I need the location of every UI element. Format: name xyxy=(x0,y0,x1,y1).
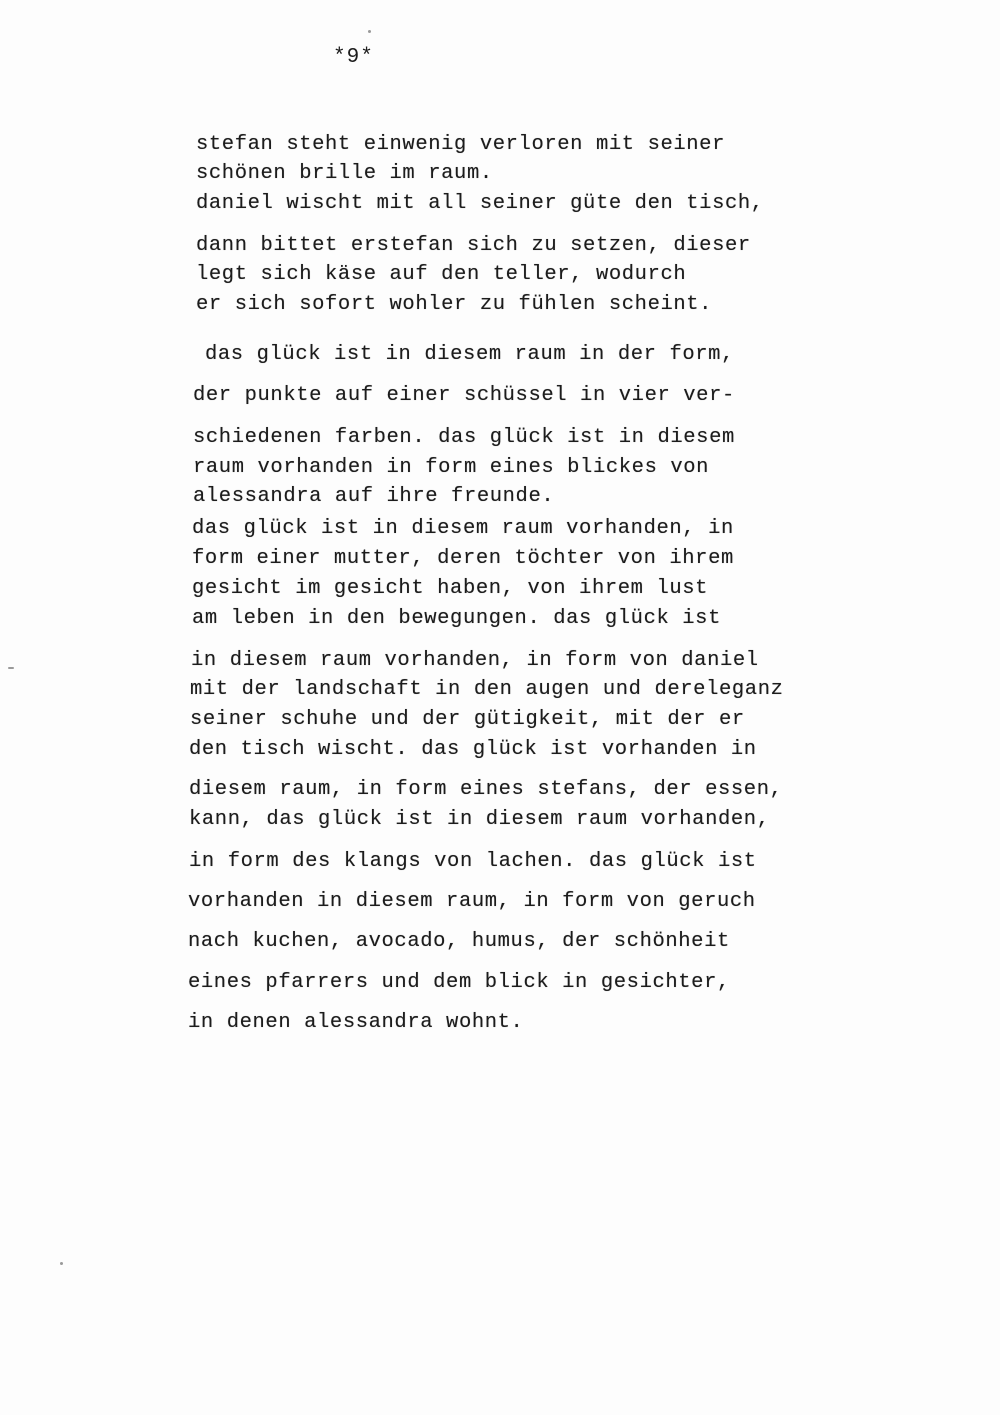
text-line: mit der landschaft in den augen und dereleganz xyxy=(190,678,784,701)
text-line: schönen brille im raum. xyxy=(196,162,493,185)
text-line: daniel wischt mit all seiner güte den tisch, xyxy=(196,192,764,215)
text-line: seiner schuhe und der gütigkeit, mit der er xyxy=(190,708,745,731)
text-line: schiedenen farben. das glück ist in diesem xyxy=(193,426,735,449)
scan-speck xyxy=(368,30,371,33)
scan-speck xyxy=(60,1262,63,1265)
text-line: nach kuchen, avocado, humus, der schönheit xyxy=(188,930,730,953)
text-line: in diesem raum vorhanden, in form von daniel xyxy=(191,649,759,672)
text-line: den tisch wischt. das glück ist vorhanden in xyxy=(189,738,757,761)
text-line: dann bittet erstefan sich zu setzen, dieser xyxy=(196,234,751,257)
text-line: kann, das glück ist in diesem raum vorhanden, xyxy=(189,808,770,831)
text-line: er sich sofort wohler zu fühlen scheint. xyxy=(196,293,713,316)
text-line: gesicht im gesicht haben, von ihrem lust xyxy=(192,577,709,600)
text-line: das glück ist in diesem raum vorhanden, in xyxy=(192,517,734,540)
text-line: eines pfarrers und dem blick in gesichter, xyxy=(188,971,730,994)
text-line: stefan steht einwenig verloren mit seiner xyxy=(196,133,725,156)
text-line: der punkte auf einer schüssel in vier ver- xyxy=(193,384,735,407)
text-line: diesem raum, in form eines stefans, der essen, xyxy=(189,778,783,801)
text-line: in form des klangs von lachen. das glück ist xyxy=(189,850,757,873)
text-line: das glück ist in diesem raum in der form, xyxy=(205,343,734,366)
text-line: am leben in den bewegungen. das glück ist xyxy=(192,607,721,630)
text-line: form einer mutter, deren töchter von ihrem xyxy=(192,547,734,570)
scan-speck xyxy=(8,667,14,669)
text-line: vorhanden in diesem raum, in form von geruch xyxy=(188,890,756,913)
text-line: in denen alessandra wohnt. xyxy=(188,1011,524,1034)
text-line: raum vorhanden in form eines blickes von xyxy=(193,456,710,479)
text-line: alessandra auf ihre freunde. xyxy=(193,485,555,508)
page-number: *9* xyxy=(333,46,374,69)
text-line: legt sich käse auf den teller, wodurch xyxy=(196,263,687,286)
